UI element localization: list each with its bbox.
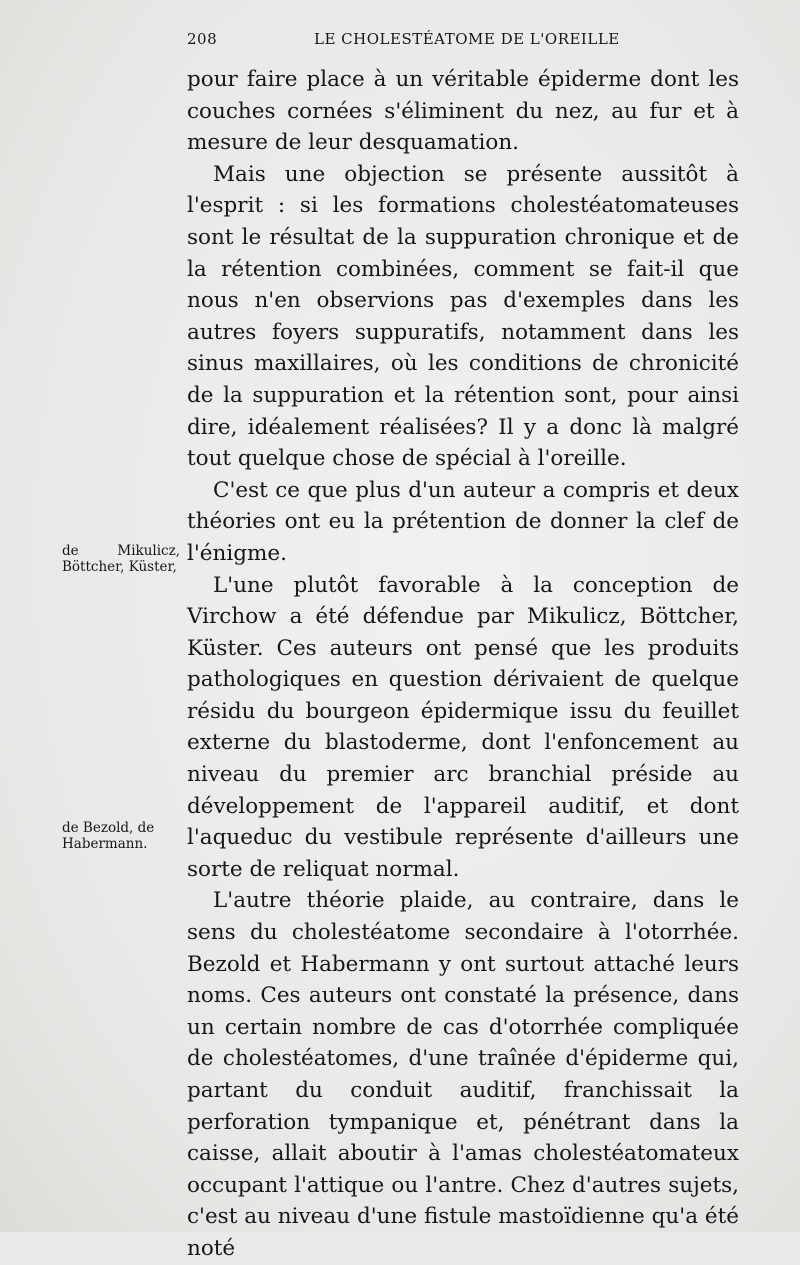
paragraph-objection: Mais une objection se présente aussitôt à l'esprit : si les formations cholestéatomateuses sont le résultat de la suppuration chronique et de la rétention combinées, comment se fait-il que nous n'en observions pas d'exemples dans les autres foyers suppuratifs, notamment dans les sinus maxillaires, où les conditions de chronicité de la suppuration et la rétention sont, pour ainsi dire, idéalement réalisées? Il y a donc là malgré tout quelque chose de spécial à l'oreille. bbox=[187, 161, 739, 472]
paragraph-bezold-theory: L'autre théorie plaide, au contraire, dans le sens du cholestéatome secondaire à l'otorrhée. Bezold et Habermann y ont surtout attaché leurs noms. Ces auteurs ont constaté la présence, dans un certain nombre de cas d'otorrhée compliquée de cholestéatomes, d'une traînée d'épiderme qui, partant du conduit auditif, franchissait la perforation tympanique et, pénétrant dans la caisse, allait aboutir à l'amas cholestéatomateux occupant l'attique ou l'antre. Chez d'autres sujets, c'est au niveau d'une fistule mastoïdienne qu'a été noté bbox=[187, 888, 739, 1261]
page-number: 208 bbox=[187, 30, 218, 48]
paragraph-mikulicz-theory: L'une plutôt favorable à la conception de Virchow a été défendue par Mikulicz, Böttcher, Küster. Ces auteurs ont pensé que les produits pathologiques en question dérivaient de quelque résidu du bourgeon épidermique issu du feuillet externe du blastoderme, dont l'enfoncement au niveau du premier arc branchial préside au développement de l'appareil auditif, et dont l'aqueduc du vestibule représente d'ailleurs une sorte de reliquat normal. bbox=[187, 572, 739, 882]
sidenote-bezold-line2: Habermann. bbox=[62, 836, 148, 852]
sidenote-bezold-line1: de Bezold, de bbox=[62, 820, 155, 836]
body-text bbox=[187, 64, 739, 1265]
paragraph-continuation: pour faire place à un véritable épiderme dont les couches cornées s'éliminent du nez, au fur et à mesure de leur desquamation. bbox=[187, 67, 739, 156]
paragraph-theories: C'est ce que plus d'un auteur a compris et deux théories ont eu la prétention de donner la clef de l'énigme. bbox=[187, 477, 739, 566]
sidenote-bezold bbox=[62, 820, 180, 852]
running-title: LE CHOLESTÉATOME DE L'OREILLE bbox=[314, 30, 620, 48]
sidenote-mikulicz: de Mikulicz, Böttcher, Küster, bbox=[62, 543, 180, 575]
